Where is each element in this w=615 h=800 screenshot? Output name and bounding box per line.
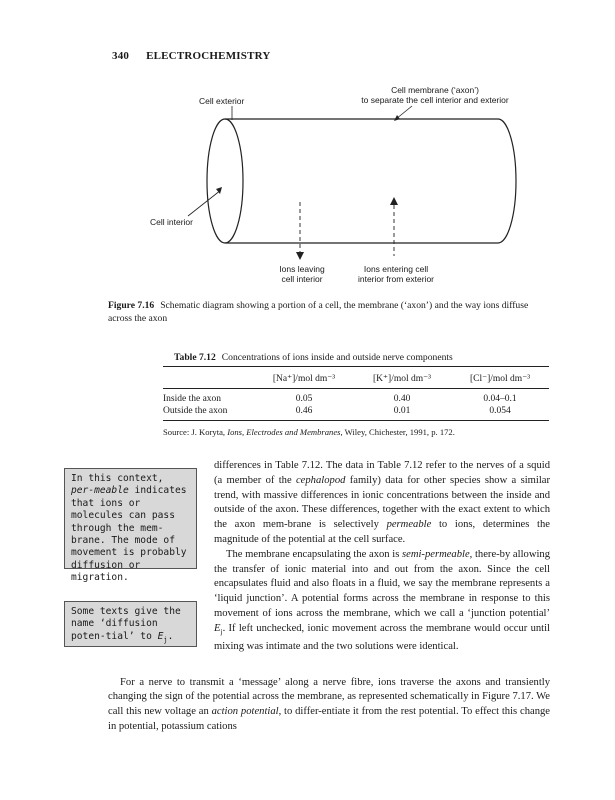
table-caption-text: Concentrations of ions inside and outside nerve components	[221, 352, 453, 363]
cell-value: 0.40	[393, 394, 411, 404]
label-ions-entering-line2: interior from exterior	[357, 274, 435, 284]
figure-caption	[108, 299, 548, 325]
ions-entering-arrowhead	[390, 197, 398, 205]
text-run: differences in Table 7.12. The data in Table 7.12 refer to the nerves of a squid (a member of the	[214, 460, 550, 486]
paragraph	[214, 459, 550, 548]
body-text-column	[214, 459, 550, 654]
table-caption-label: Table 7.12	[174, 352, 216, 363]
table-header-k: [K⁺]/mol dm⁻³	[353, 367, 451, 389]
label-membrane-line2: to separate the cell interior and exterior	[361, 95, 509, 105]
label-cell-membrane	[340, 85, 530, 105]
running-title: ELECTROCHEMISTRY	[146, 50, 271, 62]
note-symbol: E	[157, 630, 164, 642]
ion-concentration-table	[163, 366, 549, 421]
text-run: to ions, determines the magnitude of the potential at the cell surface.	[214, 519, 550, 545]
table-header-blank	[163, 367, 255, 389]
ions-leaving-arrowhead	[296, 252, 304, 260]
source-suffix: , Wiley, Chichester, 1991, p. 172.	[340, 427, 455, 437]
cylinder-end-right	[498, 119, 516, 243]
label-ions-entering	[346, 264, 446, 284]
interior-leader	[188, 190, 221, 216]
page-number: 340	[112, 50, 130, 62]
text-run: , to differ-entiate it from the rest potential. To effect this change in potential, potassium cations	[108, 706, 550, 732]
text-run: , there-by allowing the transfer of ionic material into and out from the axon. Since the cell encapsulates fluid and also floats in a fluid, we say the membrane represents a ‘liquid junction’. A potential forms across the membrane in response to this movement of ions across the membrane, which we call a ‘junction potential’	[214, 548, 551, 619]
note-italic: per-meable	[71, 485, 129, 497]
figure-caption-label: Figure 7.16	[108, 300, 155, 311]
italic-run: action potential	[211, 706, 279, 718]
italic-run: semi-permeable	[402, 548, 470, 560]
text-run: The membrane encapsulating the axon is	[226, 548, 402, 560]
label-ions-leaving-line1: Ions leaving	[279, 264, 325, 274]
text-run: . If left unchecked, ionic movement across the membrane would occur until mixing was intimate and the two solutions were identical.	[214, 622, 550, 652]
text-run: family) data for other species show a similar trend, with massive differences in ionic concentrations between the inside and outside of the axon. These differences, together with the exact extent to which the axon mem-brane is selectively	[214, 474, 550, 531]
margin-note-diffusion	[64, 601, 197, 647]
cell-value: 0.46	[255, 405, 353, 421]
italic-run: permeable	[386, 519, 432, 531]
cell-value: 0.054	[451, 405, 549, 421]
label-ions-leaving	[262, 264, 342, 284]
source-title: Ions, Electrodes and Membranes	[227, 427, 341, 437]
cylinder-outline	[225, 119, 498, 243]
table-row	[163, 405, 549, 421]
subscript-run: j	[220, 626, 223, 636]
body-text-full	[108, 665, 550, 745]
row-label: Outside the axon	[163, 405, 255, 421]
table-header-row	[163, 367, 549, 389]
cell-value: 0.01	[353, 405, 451, 421]
margin-note-permeable	[64, 468, 197, 584]
text-run: For a nerve to transmit a ‘message’ along a nerve fibre, ions traverse the axons and transiently changing the sign of the potential across the membrane, as represented schematically in Figure 7.17. We call this new voltage an	[108, 676, 550, 718]
cell-value: 0.04–0.1	[483, 394, 517, 404]
row-label: Inside the axon	[163, 394, 222, 404]
label-membrane-line1: Cell membrane (‘axon’)	[391, 85, 479, 95]
note-text: Some texts give the name ‘diffusion poten-tial’ to	[71, 606, 181, 642]
label-ions-leaving-line2: cell interior	[281, 274, 323, 284]
figure-caption-text: Schematic diagram showing a portion of a cell, the membrane (‘axon’) and the way ions diffuse across the axon	[108, 300, 529, 324]
cell-value: 0.05	[295, 394, 313, 404]
italic-run: cephalopod	[295, 474, 346, 486]
paragraph	[108, 676, 550, 735]
note-text: In this context,	[71, 473, 164, 484]
note-text: .	[167, 630, 174, 642]
note-text: indicates that ions or molecules can pass through the mem-brane. The mode of movement is probably diffusion or migration.	[71, 485, 187, 584]
table-source	[163, 427, 455, 437]
membrane-arrowhead	[394, 115, 400, 121]
note-subscript: j	[163, 635, 168, 644]
paragraph	[214, 548, 550, 655]
label-cell-exterior: Cell exterior	[199, 96, 245, 106]
symbol-run: E	[214, 622, 221, 634]
table-header-cl: [Cl⁻]/mol dm⁻³	[451, 367, 549, 389]
label-cell-interior: Cell interior	[150, 217, 193, 227]
table-caption	[174, 352, 453, 363]
cell-diagram	[0, 0, 615, 300]
label-ions-entering-line1: Ions entering cell	[363, 264, 429, 274]
source-prefix: Source: J. Koryta,	[163, 427, 228, 437]
table-row	[163, 389, 549, 406]
cylinder-end-left	[207, 119, 243, 243]
table-header-na: [Na⁺]/mol dm⁻³	[255, 367, 353, 389]
